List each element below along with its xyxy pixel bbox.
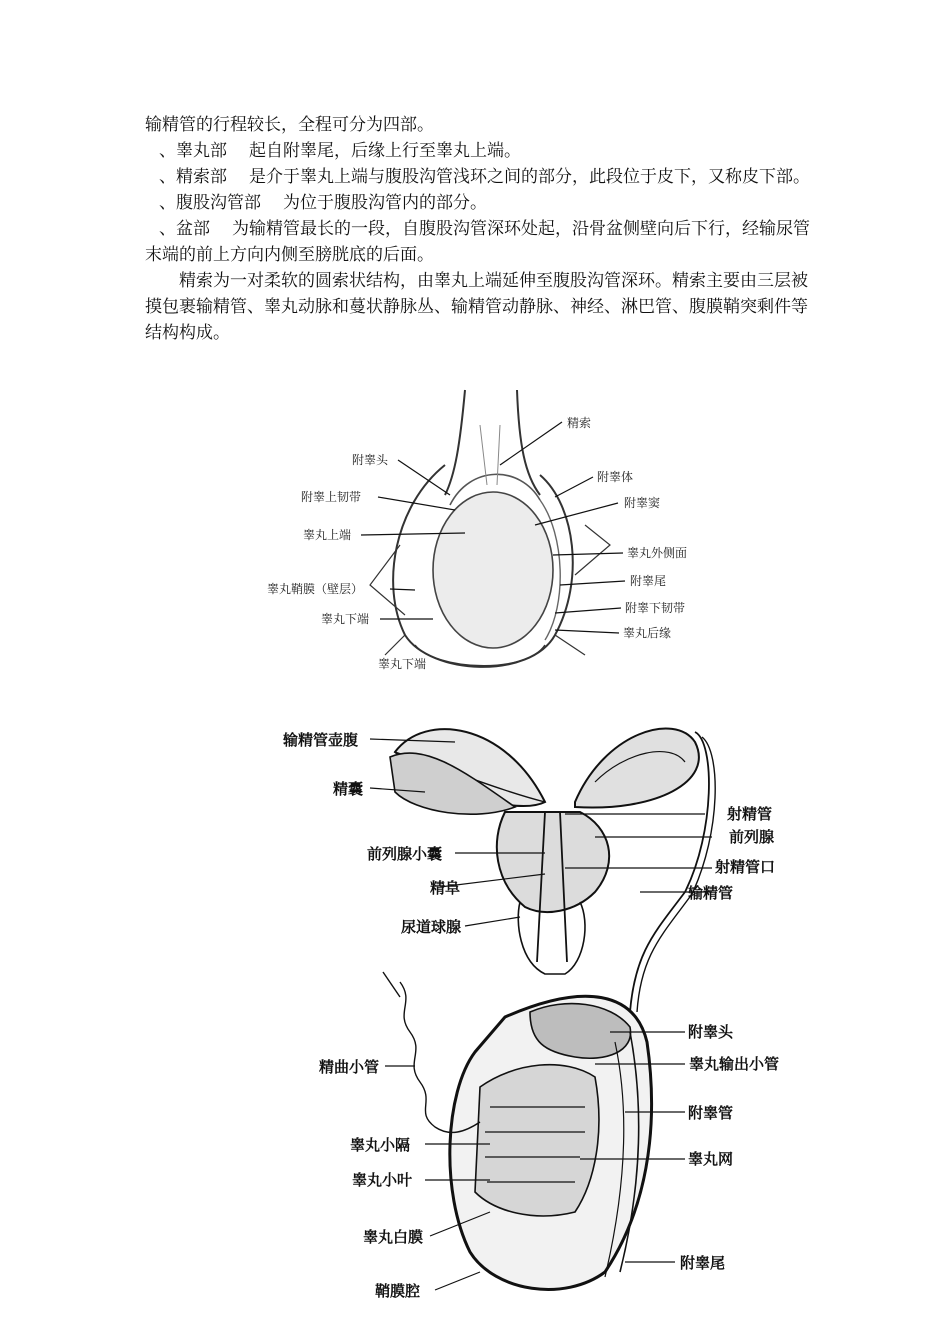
label-seminal-vesicle: 精囊 (333, 780, 364, 798)
label-ampulla: 输精管壶腹 (283, 731, 359, 749)
label-rete-testis: 睾丸网 (688, 1150, 734, 1168)
label-lobule: 睾丸小叶 (352, 1171, 413, 1189)
label-vas-deferens: 输精管 (688, 884, 734, 902)
part-title: 、精索部 (159, 167, 227, 187)
label-ejaculatory-orifice: 射精管口 (715, 858, 776, 876)
label-epididymis-head: 附睾头 (688, 1023, 734, 1041)
label-sinus: 附睾窦 (624, 496, 661, 510)
label-vaginal-cavity: 鞘膜腔 (375, 1282, 421, 1300)
label-seminal-colliculus: 精阜 (430, 879, 461, 897)
part-testicular (145, 138, 810, 164)
reproductive-figure (275, 712, 815, 1302)
reproductive-drawing (383, 729, 715, 1290)
label-inf-lig: 附睾下韧带 (625, 601, 686, 615)
part-title: 、腹股沟管部 (159, 193, 261, 213)
label-efferent-ductules: 睾丸输出小管 (689, 1055, 780, 1073)
spermatic-cord-paragraph: 精索为一对柔软的圆索状结构，由睾丸上端延伸至腹股沟管深环。精索主要由三层被摸包裹输精管、睾丸动脉和蔓状静脉丛、输精管动静脉、神经、淋巴管、腹膜鞘突剩件等结构构成。 (145, 271, 808, 343)
label-lower-pole-b: 睾丸下端 (378, 657, 427, 671)
label-prostatic-utricle: 前列腺小囊 (367, 845, 443, 863)
label-bulbourethral-gland: 尿道球腺 (401, 918, 462, 936)
label-upper-pole: 睾丸上端 (303, 528, 352, 542)
label-epididymis-head: 附睾头 (352, 453, 389, 467)
part-desc: 为位于腹股沟管内的部分。 (283, 193, 487, 213)
part-pelvic (145, 216, 810, 268)
label-ejaculatory-duct: 射精管 (727, 805, 773, 823)
label-epididymis-tail: 附睾尾 (630, 574, 667, 588)
testis-drawing (370, 390, 610, 667)
label-prostate: 前列腺 (729, 828, 775, 846)
label-lateral-surface: 睾丸外侧面 (627, 546, 688, 560)
part-title: 、盆部 (159, 219, 210, 239)
intro-paragraph: 输精管的行程较长，全程可分为四部。 (145, 115, 434, 135)
body-text (145, 112, 810, 346)
label-epididymis-body: 附睾体 (597, 470, 634, 484)
part-inguinal (145, 190, 810, 216)
label-sup-lig: 附睾上韧带 (301, 490, 362, 504)
label-spermatic-cord: 精索 (567, 416, 592, 430)
label-tunica-albuginea: 睾丸白膜 (363, 1228, 424, 1246)
label-posterior-border: 睾丸后缘 (623, 626, 672, 640)
part-desc: 是介于睾丸上端与腹股沟管浅环之间的部分，此段位于皮下，又称皮下部。 (249, 167, 810, 187)
part-desc: 为输精管最长的一段，自腹股沟管深环处起，沿骨盆侧壁向后下行，经输尿管末端的前上方向内侧至膀胱底的后面。 (145, 219, 810, 265)
part-title: 、睾丸部 (159, 141, 227, 161)
part-desc: 起自附睾尾，后缘上行至睾丸上端。 (249, 141, 521, 161)
label-lower-pole-a: 睾丸下端 (321, 612, 370, 626)
label-epididymis-tail: 附睾尾 (680, 1254, 726, 1272)
label-tunica-parietal: 睾丸鞘膜（壁层） (267, 582, 364, 596)
label-epididymal-duct: 附睾管 (688, 1104, 734, 1122)
testis-figure (255, 385, 715, 685)
label-seminiferous-tubule: 精曲小管 (319, 1058, 380, 1076)
label-septum: 睾丸小隔 (350, 1136, 411, 1154)
part-cord (145, 164, 810, 190)
